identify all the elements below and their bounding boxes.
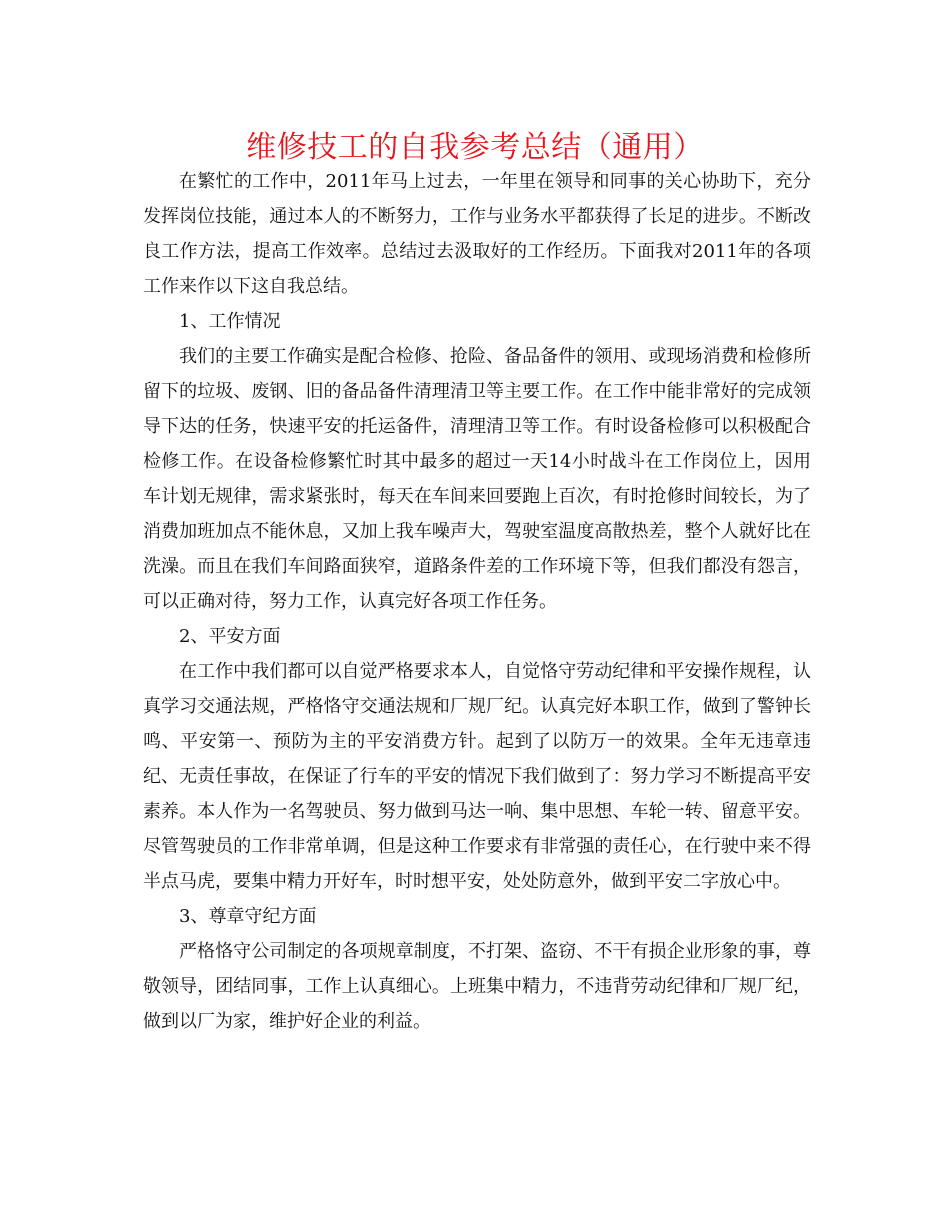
document-body: [143, 164, 811, 1039]
paragraph-safety: 在工作中我们都可以自觉严格要求本人，自觉恪守劳动纪律和平安操作规程，认真学习交通法规，严格恪守交通法规和厂规厂纪。认真完好本职工作，做到了警钟长鸣、平安第一、预防为主的平安消费方针。起到了以防万一的效果。全年无违章违纪、无责任事故，在保证了行车的平安的情况下我们做到了：努力学习不断提高平安素养。本人作为一名驾驶员、努力做到马达一响、集中思想、车轮一转、留意平安。尽管驾驶员的工作非常单调，但是这种工作要求有非常强的责任心，在行驶中来不得半点马虎，要集中精力开好车，时时想平安，处处防意外，做到平安二字放心中。: [143, 661, 811, 892]
section-heading-discipline: 3、尊章守纪方面: [179, 906, 317, 927]
document-title: 维修技工的自我参考总结（通用）: [246, 130, 704, 165]
paragraph-discipline: 严格恪守公司制定的各项规章制度，不打架、盗窃、不干有损企业形象的事，尊敬领导，团结同事，工作上认真细心。上班集中精力，不违背劳动纪律和厂规厂纪，做到以厂为家，维护好企业的利益。: [143, 941, 811, 1032]
paragraph-work: 我们的主要工作确实是配合检修、抢险、备品备件的领用、或现场消费和检修所留下的垃圾、废钢、旧的备品备件清理清卫等主要工作。在工作中能非常好的完成领导下达的任务，快速平安的托运备件，清理清卫等工作。有时设备检修可以积极配合检修工作。在设备检修繁忙时其中最多的超过一天14小时战斗在工作岗位上，因用车计划无规律，需求紧张时，每天在车间来回要跑上百次，有时抢修时间较长，为了消费加班加点不能休息，又加上我车噪声大，驾驶室温度高散热差，整个人就好比在洗澡。而且在我们车间路面狭窄，道路条件差的工作环境下等，但我们都没有怨言，可以正确对待，努力工作，认真完好各项工作任务。: [143, 346, 811, 612]
paragraph-intro: 在繁忙的工作中，2011年马上过去，一年里在领导和同事的关心协助下，充分发挥岗位技能，通过本人的不断努力，工作与业务水平都获得了长足的进步。不断改良工作方法，提高工作效率。总结过去汲取好的工作经历。下面我对2011年的各项工作来作以下这自我总结。: [143, 171, 811, 297]
section-heading-safety: 2、平安方面: [179, 626, 281, 647]
section-heading-work: 1、工作情况: [179, 311, 281, 332]
